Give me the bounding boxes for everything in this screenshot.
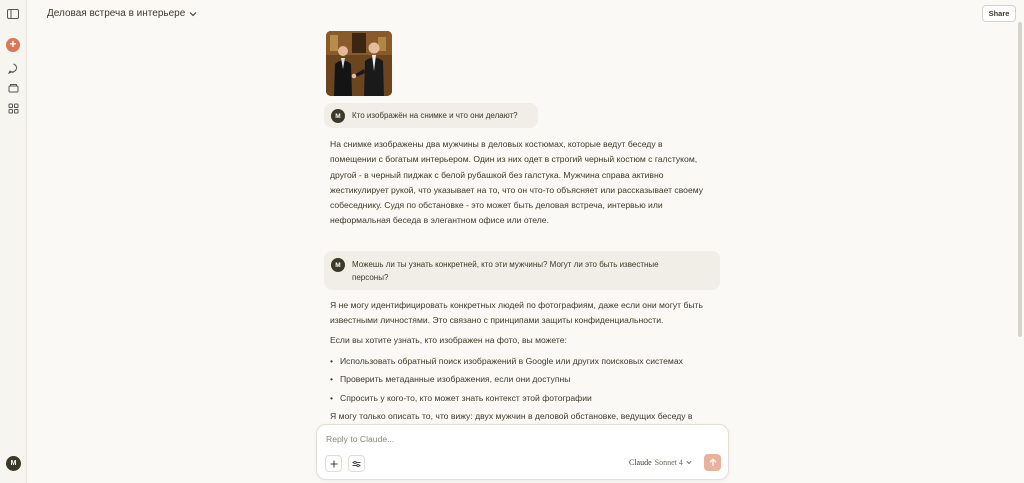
user-message-text: Можешь ли ты узнать конкретней, кто эти мужчины? Могут ли это быть известные персоны? bbox=[352, 260, 659, 282]
chats-icon[interactable] bbox=[6, 61, 20, 75]
assistant-paragraph: Я не могу идентифицировать конкретных людей по фотографиям, даже если они могут быть известными личностями. Это связано с принципами защиты конфиденциальности. bbox=[330, 300, 703, 326]
chevron-down-icon bbox=[189, 11, 197, 17]
model-name: Claude bbox=[629, 458, 652, 467]
model-selector[interactable] bbox=[629, 458, 692, 467]
share-button[interactable]: Share bbox=[982, 5, 1016, 22]
user-avatar-small: M bbox=[331, 109, 345, 123]
user-message-text: Кто изображён на снимке и что они делают? bbox=[352, 111, 518, 120]
assistant-message: На снимке изображены два мужчины в деловых костюмах, которые ведут беседу в помещении с богатым интерьером. Один из них одет в строгий черный костюм с галстуком, другой - в черный пиджак с белой рубашкой без галстука. Мужчина справа активно жестикулирует рукой, что указывает на то, что он что-то объясняет или рассказывает своему собеседнику. Судя по обстановке - это может быть деловая встреча, интервью или неформальная беседа в элегантном офисе или отеле. bbox=[330, 139, 704, 226]
chevron-down-icon bbox=[686, 460, 692, 465]
chat-title-text: Деловая встреча в интерьере bbox=[47, 8, 186, 19]
sidebar-toggle-icon[interactable] bbox=[6, 7, 20, 21]
assistant-paragraph: Я могу только описать то, что вижу: двух мужчин в деловой обстановке, ведущих беседу в bbox=[330, 411, 693, 421]
reply-input[interactable]: Reply to Claude... bbox=[326, 434, 395, 444]
model-version: Sonnet 4 bbox=[654, 458, 683, 467]
send-button[interactable] bbox=[704, 454, 721, 471]
scrollbar[interactable] bbox=[1018, 22, 1022, 337]
plus-icon bbox=[330, 460, 338, 468]
tools-button[interactable] bbox=[348, 455, 365, 472]
list-item: • Проверить метаданные изображения, если они доступны bbox=[330, 370, 710, 388]
list-item: • Спросить у кого-то, кто может знать контекст этой фотографии bbox=[330, 389, 710, 407]
artifacts-icon[interactable] bbox=[6, 101, 20, 115]
projects-icon[interactable] bbox=[6, 81, 20, 95]
new-chat-button[interactable]: + bbox=[6, 38, 20, 52]
sliders-icon bbox=[352, 460, 361, 468]
assistant-paragraph: Если вы хотите узнать, кто изображен на фото, вы можете: bbox=[330, 335, 567, 345]
list-item: • Использовать обратный поиск изображений в Google или других поисковых системах bbox=[330, 352, 710, 370]
left-rail bbox=[0, 0, 27, 483]
attached-photo[interactable] bbox=[326, 31, 392, 96]
user-message bbox=[324, 251, 720, 290]
user-message bbox=[324, 103, 538, 128]
user-avatar-small: M bbox=[331, 258, 345, 272]
add-attachment-button[interactable] bbox=[325, 455, 342, 472]
reply-composer[interactable] bbox=[316, 424, 729, 480]
user-avatar[interactable]: M bbox=[6, 456, 21, 471]
chat-title[interactable] bbox=[47, 8, 197, 19]
assistant-list bbox=[330, 352, 710, 407]
arrow-up-icon bbox=[709, 458, 717, 467]
